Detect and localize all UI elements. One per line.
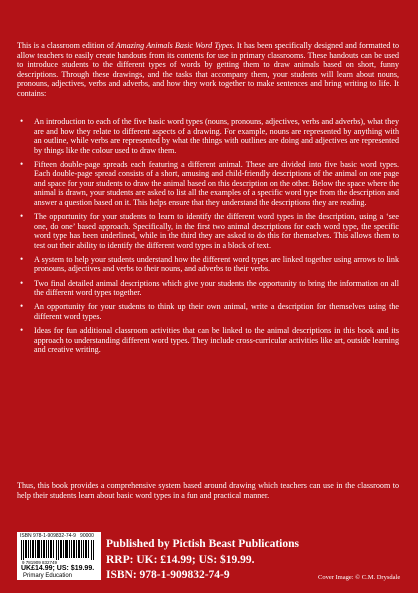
bullet-icon: •	[20, 158, 24, 169]
list-item	[17, 326, 399, 355]
list-item-text: A system to help your students understand how the different word types are linked together using arrows to link pronouns, adjectives and verbs to their nouns, and adverbs to their verbs.	[34, 254, 399, 274]
publisher-name: Published by Pictish Beast Publications	[106, 538, 299, 550]
list-item-text: Ideas for fun additional classroom activities that can be linked to the animal descriptions in this book and its approach to understanding different word types. They include cross-curricular activities like art, outside learning and creative writing.	[34, 325, 399, 355]
book-title: Amazing Animals Basic Word Types	[115, 41, 233, 50]
bullet-icon: •	[20, 211, 24, 222]
intro-lead: This is a classroom edition of	[17, 41, 116, 50]
cover-image-credit: Cover Image: © C.M. Drysdale	[318, 574, 401, 581]
barcode-code: 90000	[80, 533, 94, 539]
list-item	[17, 279, 399, 298]
list-item	[17, 117, 399, 155]
barcode-icon	[21, 540, 97, 560]
rrp-price: RRP: UK: £14.99; US: $19.99.	[106, 553, 255, 566]
list-item-text: Fifteen double-page spreads each featuring a different animal. These are divided into five basic word types. Each double-page spread consists of a short, amusing and child-friendly descriptions of the animal on one page and space for your students to draw the animal based on this description on the other. Below the space where the animal is drawn, your students are asked to list all the examples of a specific word type from the description and answer a question based on it. This helps ensure that they understand the descriptions they are reading.	[34, 159, 399, 207]
bullet-icon: •	[20, 116, 24, 126]
bullet-icon: •	[20, 301, 24, 312]
intro-paragraph	[17, 41, 399, 98]
bullet-icon: •	[20, 277, 24, 288]
barcode-isbn-text: ISBN 978-1-909832-74-9	[20, 533, 76, 539]
list-item-text: Two final detailed animal descriptions which give your students the opportunity to bring the information on all the different word types together.	[34, 278, 399, 298]
isbn-line: ISBN: 978-1-909832-74-9	[106, 569, 230, 581]
closing-paragraph: Thus, this book provides a comprehensive system based around drawing which teachers can use in the classroom to help their students learn about basic word types in a fun and practical manner.	[17, 481, 399, 500]
list-item-text: The opportunity for your students to learn to identify the different word types in the description, using a ‘see one, do one’ based approach. Specifically, in the first two animal descriptions for each word type, the specific word type has been underlined, while in the third they are asked to do this for themselves. This allows them to test out their ability to identify the different word types in a block of text.	[34, 212, 399, 250]
list-item-text: An opportunity for your students to think up their own animal, write a description for themselves using the different word types.	[34, 302, 399, 321]
list-item	[17, 302, 399, 321]
barcode-isbn	[20, 533, 94, 539]
barcode-category: Primary Education	[23, 573, 73, 579]
barcode-digits: 9 781909 832749	[22, 560, 58, 565]
barcode-price: UK£14.99; US: $19.99.	[21, 565, 95, 572]
barcode-box	[17, 532, 101, 580]
list-item	[17, 255, 399, 274]
list-item-text: An introduction to each of the five basic word types (nouns, pronouns, adjectives, verbs and adverbs), what they are and how they relate to different aspects of a drawing. For example, nouns are represented by anything with an outline, while verbs are represented by what the things with outlines are doing and adjectives are represented by things like the colour used to draw them.	[34, 117, 399, 155]
bullet-icon: •	[20, 324, 24, 335]
contents-list	[17, 117, 399, 359]
intro-rest: . It has been specifically designed and formatted to allow teachers to easily create handouts from its contents for use in primary classrooms. These handouts can be used to introduce students to the different types of words by getting them to draw animals based on short, funny descriptions. Through these drawings, and the tasks that accompany them, your students will learn about nouns, pronouns, adjectives, verbs and adverbs, and how they work together to make sentences and bring writing to life. It contains:	[17, 41, 399, 98]
list-item	[17, 160, 399, 208]
bullet-icon: •	[20, 253, 24, 264]
list-item	[17, 212, 399, 250]
